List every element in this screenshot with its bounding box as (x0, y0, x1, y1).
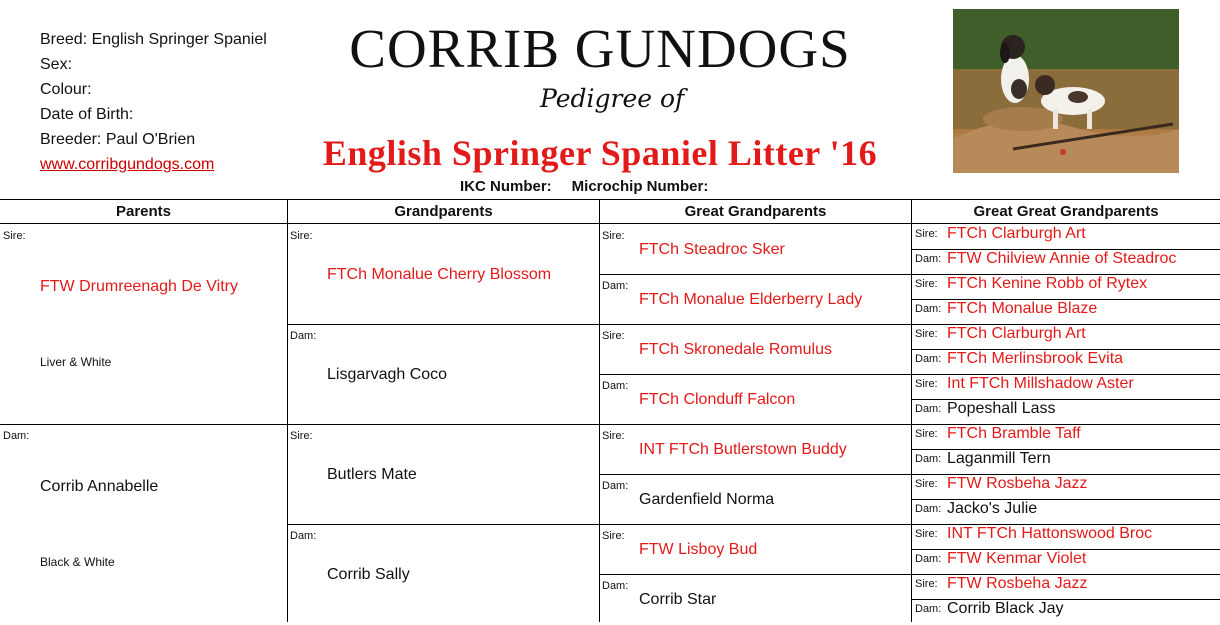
ggg-entry (915, 525, 1220, 550)
ggg-role: Dam: (915, 303, 942, 315)
registration-numbers (460, 177, 708, 197)
dam-colour: Black & White (40, 555, 115, 569)
grandparent-role: Sire: (290, 230, 313, 242)
ggg-entry (915, 325, 1220, 350)
ggg-entry (915, 300, 1220, 325)
dogs-photo (953, 9, 1179, 173)
litter-title: English Springer Spaniel Litter '16 (322, 133, 878, 173)
sire-colour: Liver & White (40, 355, 112, 369)
ggg-name: FTW Rosbeha Jazz (947, 575, 1088, 592)
ggg-entry (915, 350, 1220, 375)
great-grandparent-role: Dam: (602, 280, 629, 292)
ggg-role: Sire: (915, 478, 938, 490)
pedigree-subtitle: Pedigree of (540, 84, 685, 113)
ggg-entry (915, 250, 1220, 275)
brand-title: CORRIB GUNDOGS (349, 18, 851, 79)
great-grandparent-role: Dam: (602, 480, 629, 492)
grandparent-role: Dam: (290, 530, 317, 542)
breeder-field: Breeder: Paul O'Brien (40, 131, 196, 148)
column-header-great-great-grandparents: Great Great Grandparents (973, 203, 1159, 220)
column-header-great-grandparents: Great Grandparents (684, 203, 827, 220)
ikc-number-label: IKC Number: (460, 178, 552, 195)
ggg-name: FTCh Monalue Blaze (947, 300, 1098, 317)
ggg-name: FTW Kenmar Violet (947, 550, 1087, 567)
ggg-entry (915, 600, 1220, 625)
great-grandparent-name: FTCh Clonduff Falcon (639, 391, 796, 408)
grandparent-name: Butlers Mate (327, 466, 417, 483)
ggg-entry (915, 225, 1220, 250)
ggg-name: FTCh Merlinsbrook Evita (947, 350, 1124, 367)
ggg-role: Dam: (915, 253, 942, 265)
great-grandparent-role: Dam: (602, 580, 629, 592)
ggg-role: Dam: (915, 503, 942, 515)
grandparent-role: Sire: (290, 430, 313, 442)
dob-field: Date of Birth: (40, 106, 134, 123)
great-grandparent-name: Corrib Star (639, 591, 717, 608)
ggg-name: FTW Chilview Annie of Steadroc (947, 250, 1177, 267)
colour-field: Colour: (40, 81, 92, 98)
great-grandparent-name: FTCh Monalue Elderberry Lady (639, 291, 863, 308)
ggg-name: FTCh Clarburgh Art (947, 325, 1086, 342)
great-grandparent-name: FTCh Skronedale Romulus (639, 341, 832, 358)
great-grandparent-name: FTW Lisboy Bud (639, 541, 758, 558)
dam-label: Dam: (3, 430, 30, 442)
sire-label: Sire: (3, 230, 26, 242)
column-header-grandparents: Grandparents (394, 203, 493, 220)
ggg-role: Sire: (915, 328, 938, 340)
ggg-role: Dam: (915, 453, 942, 465)
grandparent-name: Lisgarvagh Coco (327, 366, 448, 383)
ggg-role: Sire: (915, 228, 938, 240)
ggg-role: Dam: (915, 353, 942, 365)
ggg-name: FTCh Kenine Robb of Rytex (947, 275, 1148, 292)
column-header-parents: Parents (115, 203, 172, 220)
great-grandparent-name: Gardenfield Norma (639, 491, 775, 508)
great-grandparent-role: Sire: (602, 230, 625, 242)
pedigree-table (0, 199, 1220, 622)
ggg-role: Sire: (915, 578, 938, 590)
ggg-name: Laganmill Tern (947, 450, 1051, 467)
ggg-entry (915, 575, 1220, 600)
ggg-entry (915, 275, 1220, 300)
ggg-name: INT FTCh Hattonswood Broc (947, 525, 1153, 542)
sire-name: FTW Drumreenagh De Vitry (40, 278, 238, 295)
ggg-name: FTCh Clarburgh Art (947, 225, 1086, 242)
ggg-role: Dam: (915, 403, 942, 415)
ggg-entry (915, 425, 1220, 450)
great-grandparent-name: FTCh Steadroc Sker (639, 241, 785, 258)
ggg-entry (915, 550, 1220, 575)
great-grandparent-role: Sire: (602, 530, 625, 542)
great-grandparent-role: Dam: (602, 380, 629, 392)
grandparent-name: Corrib Sally (327, 566, 410, 583)
dam-name: Corrib Annabelle (40, 478, 159, 495)
great-grandparent-role: Sire: (602, 430, 625, 442)
ggg-name: Int FTCh Millshadow Aster (947, 375, 1134, 392)
ggg-name: FTCh Bramble Taff (947, 425, 1081, 442)
ggg-role: Dam: (915, 603, 942, 615)
ggg-entry (915, 450, 1220, 475)
website-link[interactable]: www.corribgundogs.com (40, 156, 215, 173)
microchip-number-label: Microchip Number: (571, 178, 709, 195)
ggg-role: Sire: (915, 528, 938, 540)
ggg-name: Popeshall Lass (947, 400, 1056, 417)
grandparent-name: FTCh Monalue Cherry Blossom (327, 266, 552, 283)
ggg-entry (915, 375, 1220, 400)
ggg-name: FTW Rosbeha Jazz (947, 475, 1088, 492)
ggg-role: Sire: (915, 278, 938, 290)
great-grandparent-name: INT FTCh Butlerstown Buddy (639, 441, 847, 458)
ggg-role: Sire: (915, 378, 938, 390)
grandparent-role: Dam: (290, 330, 317, 342)
ggg-role: Dam: (915, 553, 942, 565)
great-grandparent-role: Sire: (602, 330, 625, 342)
ggg-entry (915, 500, 1220, 525)
ggg-entry (915, 400, 1220, 425)
dog-info (40, 27, 267, 177)
ggg-name: Corrib Black Jay (947, 600, 1064, 617)
breed-field: Breed: English Springer Spaniel (40, 31, 267, 48)
ggg-name: Jacko's Julie (947, 500, 1038, 517)
sex-field: Sex: (40, 56, 73, 73)
ggg-role: Sire: (915, 428, 938, 440)
dogs-photo-illustration (953, 9, 1179, 173)
ggg-entry (915, 475, 1220, 500)
